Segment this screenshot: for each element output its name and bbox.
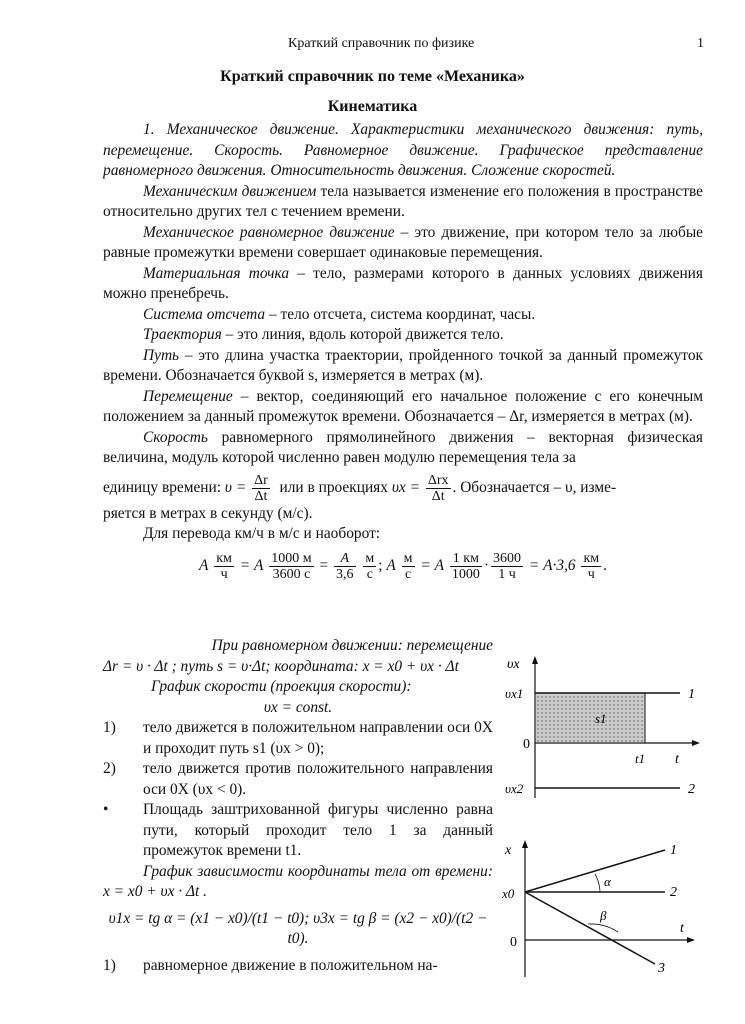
list-item: 1) равномерное движение в положительном на- <box>103 956 438 974</box>
coordinate-graph <box>500 832 710 982</box>
definition-path: Путь – это длина участка траектории, пройденного точкой за данный промежуток времени. Обозначается буквой s, измеряется в метрах (м). <box>103 346 703 384</box>
definition-velocity: Скорость равномерного прямолинейного движения – векторная физическая величина, модуль которой численно равен модулю перемещения тела за <box>103 428 703 466</box>
line-label: 1 <box>670 843 677 858</box>
header-title: Краткий справочник по физике <box>288 36 475 51</box>
value-label: υx1 <box>505 686 524 701</box>
document-body <box>103 120 703 586</box>
angle-label: β <box>600 908 607 923</box>
velocity-graph-title: График скорости (проекция скорости): <box>151 678 412 695</box>
line-label: 2 <box>670 885 677 900</box>
velocity-formula-line: единицу времени: υ = $\frac{\Delta r}{\Delta t}$ или в проекциях υx = $\frac{\text{Δrx}}{\Delta t}$ . Обозначается – υ, изме- <box>103 472 617 504</box>
origin-label: 0 <box>510 935 517 950</box>
axis-label: t <box>675 752 679 767</box>
axis-label: υx <box>507 657 520 672</box>
definition-mechanical-motion: Механическим движением тела называется изменение его положения в пространстве относительно других тел с течением времени. <box>103 182 703 220</box>
definition-material-point: Материальная точка – тело, размерами которого в данных условиях движения можно пренебречь. <box>103 264 703 302</box>
line-label: 3 <box>658 961 665 976</box>
tick-label: x0 <box>502 886 515 901</box>
velocity-projection-fraction: $\frac{\text{Δrx}}{\Delta t}$ <box>427 472 449 504</box>
conversion-intro: Для перевода км/ч в м/с и наоборот: <box>143 525 381 542</box>
coordinate-graph-title: График зависимости координаты тела от времени: x = x0 + υx · Δt . <box>103 862 493 900</box>
definition-uniform-motion: Механическое равномерное движение – это движение, при котором тело за любые равные промежутки времени совершает одинаковые перемещения. <box>103 223 703 261</box>
definition-trajectory: Траектория – это линия, вдоль которой движется тело. <box>143 326 504 343</box>
axis-label: x <box>505 843 512 858</box>
list-item: 2) тело движется против положительного направления оси 0X (υx < 0). <box>103 760 493 798</box>
axis-label: t <box>680 921 684 936</box>
line-label: 2 <box>688 782 695 797</box>
origin-label: 0 <box>523 737 530 752</box>
uniform-line-1: При равномерном движении: перемещение <box>211 637 493 654</box>
velocity-units: ряется в метрах в секунду (м/с). <box>103 504 313 522</box>
area-label: s1 <box>595 711 607 726</box>
page-number: 1 <box>697 36 704 51</box>
tick-label: t1 <box>635 751 646 766</box>
shaded-area <box>535 693 645 743</box>
topic-paragraph: 1. Механическое движение. Характеристики механического движения: путь, перемещение. Скорость. Равномерное движение. Графическое представление равномерного движения. Относительность движения. Сложение скоростей. <box>103 121 703 179</box>
conversion-formula: А $\frac{км}{ч}$ = А $\frac{1000 м}{3600 с}$ = $\frac{А}{3,6}$ $\frac{м}{с}$ ; А $\frac{м}{с}$ = А $\frac{1 км}{1000}$ · $\frac{3600}{1 ч}$ = А·3,6 $\frac{км}{ч}$ . <box>198 550 608 582</box>
angle-label: α <box>604 874 611 889</box>
tangent-formula: υ1x = tg α = (x1 − x0)/(t1 − t0); υ3x = tg β = (x2 − x0)/(t2 − t0). <box>108 909 488 947</box>
line-label: 1 <box>688 687 695 702</box>
definition-frame: Система отсчета – тело отсчета, система координат, часы. <box>143 305 536 323</box>
velocity-const: υx = const. <box>263 698 333 716</box>
uniform-line-2: Δr = υ · Δt ; путь s = υ·Δt; координата: x = x0 + υx · Δt <box>103 657 459 675</box>
value-label: υx2 <box>505 781 524 796</box>
velocity-fraction: $\frac{\Delta r}{\Delta t}$ <box>254 472 268 504</box>
list-item: • Площадь заштрихованной фигуры численно равна пути, который проходит тело 1 за данный промежуток времени t1. <box>103 801 493 859</box>
velocity-graph <box>505 648 710 808</box>
section-title: Кинематика <box>327 98 418 115</box>
definition-displacement: Перемещение – вектор, соединяющий его начальное положение с его конечным положением за данный промежуток времени. Обозначается – Δr, измеряется в метрах (м). <box>103 387 703 425</box>
uniform-motion-section <box>103 636 493 976</box>
list-item: 1) тело движется в положительном направлении оси 0X и проходит путь s1 (υx > 0); <box>103 719 493 757</box>
main-title: Краткий справочник по теме «Механика» <box>220 68 525 85</box>
